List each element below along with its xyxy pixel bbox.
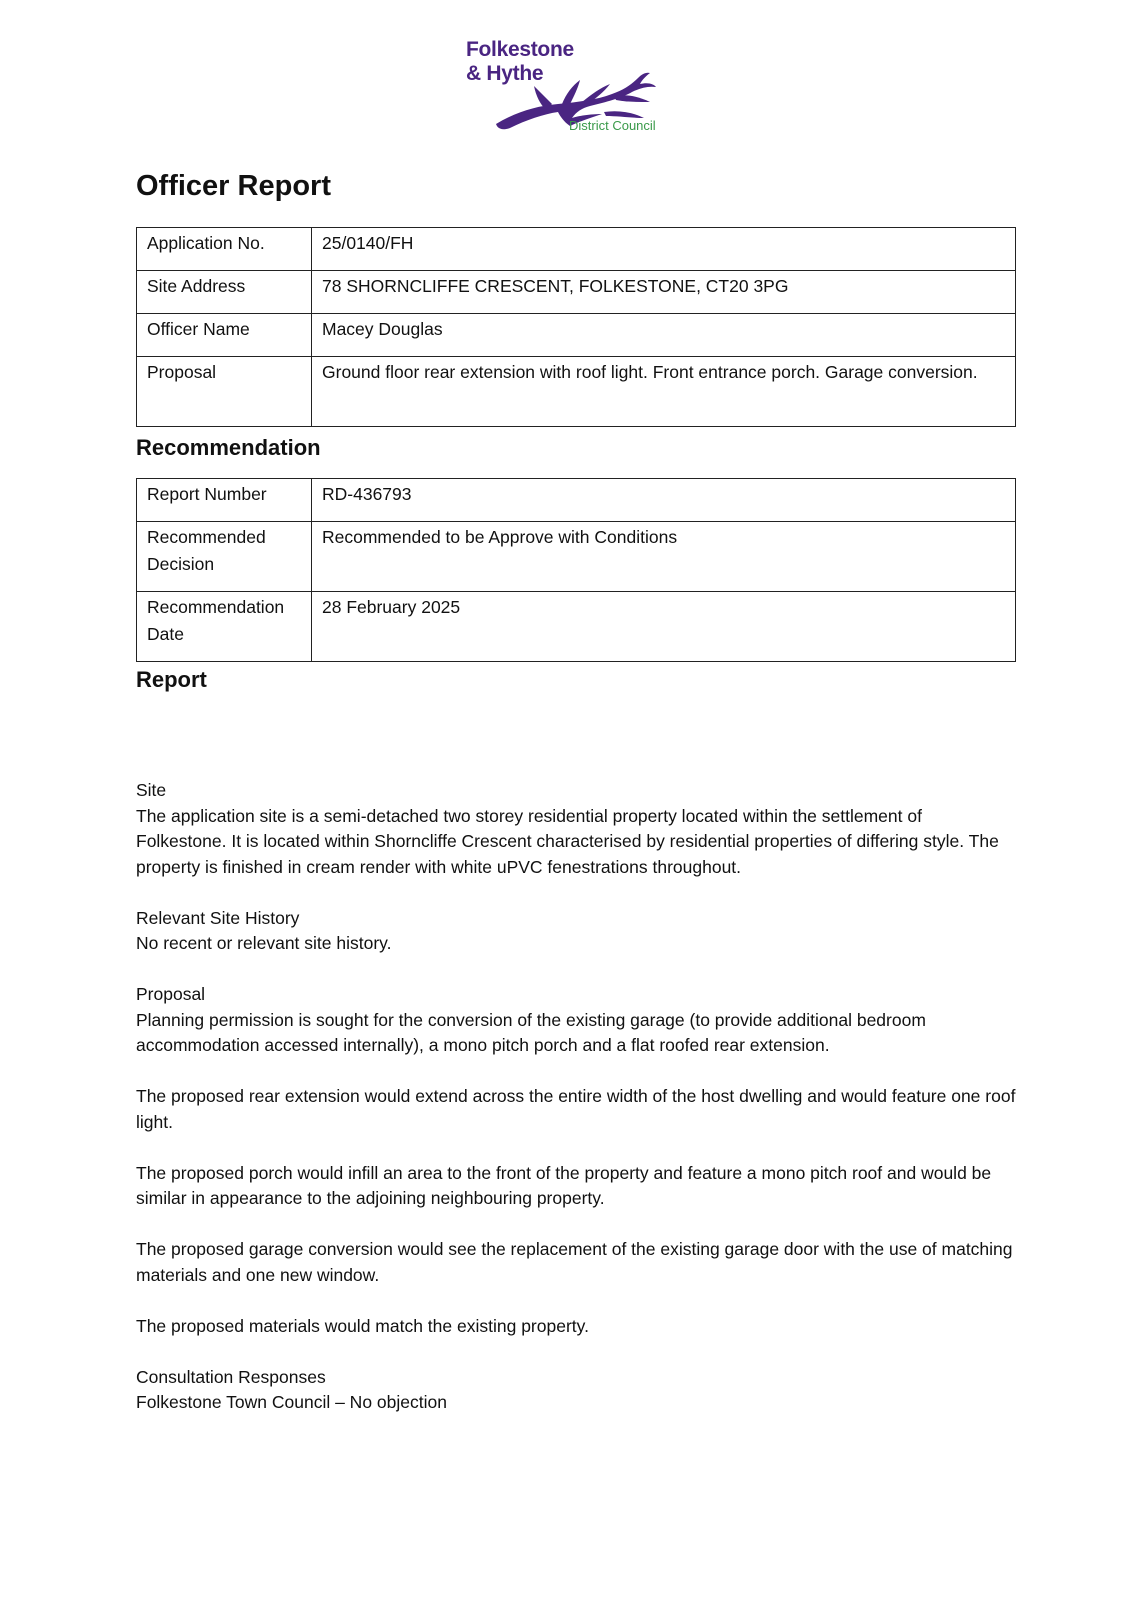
report-heading: Report xyxy=(136,667,207,692)
row-value: Ground floor rear extension with roof light. Front entrance porch. Garage conversion. xyxy=(312,357,1016,427)
row-value: 28 February 2025 xyxy=(312,592,1016,662)
materials-paragraph: The proposed materials would match the existing property. xyxy=(136,1315,589,1336)
proposal-heading: Proposal xyxy=(136,984,206,1004)
proposal-text: Planning permission is sought for the conversion of the existing garage (to provide additional bedroom accommodation accessed internally), a mono pitch porch and a flat roofed rear extension. xyxy=(136,1009,926,1055)
application-table xyxy=(136,227,1016,427)
table-row xyxy=(137,522,1016,592)
page-title: Officer Report xyxy=(136,170,331,202)
report-body xyxy=(136,778,1016,1441)
garage-paragraph: The proposed garage conversion would see the replacement of the existing garage door with the use of matching materials and one new window. xyxy=(136,1239,1013,1285)
row-label: Recommendation Date xyxy=(137,592,312,662)
row-value: Recommended to be Approve with Conditions xyxy=(312,522,1016,592)
row-value: Macey Douglas xyxy=(312,314,1016,357)
consultation-heading: Consultation Responses xyxy=(136,1366,326,1387)
row-value: RD-436793 xyxy=(312,479,1016,522)
table-row xyxy=(137,357,1016,427)
row-label: Site Address xyxy=(137,271,312,314)
table-row xyxy=(137,592,1016,662)
logo-line-1: Folkestone xyxy=(466,38,574,61)
recommendation-table xyxy=(136,478,1016,662)
row-label: Proposal xyxy=(137,357,312,427)
history-section xyxy=(136,906,1016,957)
council-logo xyxy=(466,38,666,138)
history-text: No recent or relevant site history. xyxy=(136,933,392,953)
logo-line-3: District Council xyxy=(569,118,656,133)
row-value: 78 SHORNCLIFFE CRESCENT, FOLKESTONE, CT20 3PG xyxy=(312,271,1016,314)
table-row xyxy=(137,271,1016,314)
row-label: Report Number xyxy=(137,479,312,522)
extension-paragraph: The proposed rear extension would extend across the entire width of the host dwelling and would feature one roof light. xyxy=(136,1086,1016,1132)
row-value: 25/0140/FH xyxy=(312,228,1016,271)
logo-line-2: & Hythe xyxy=(466,62,544,85)
row-label: Application No. xyxy=(137,228,312,271)
consultation-text: Folkestone Town Council – No objection xyxy=(136,1392,447,1412)
row-label: Officer Name xyxy=(137,314,312,357)
table-row xyxy=(137,479,1016,522)
site-section xyxy=(136,778,1016,880)
proposal-section xyxy=(136,982,1016,1059)
site-heading: Site xyxy=(136,780,167,800)
porch-paragraph: The proposed porch would infill an area to the front of the property and feature a mono pitch roof and would be similar in appearance to the adjoining neighbouring property. xyxy=(136,1162,992,1208)
site-text: The application site is a semi-detached two storey residential property located within the settlement of Folkestone. It is located within Shorncliffe Crescent characterised by residential properties of differing style. The property is finished in cream render with white uPVC fenestrations throughout. xyxy=(136,805,999,877)
consultation-section xyxy=(136,1365,1016,1416)
table-row xyxy=(137,314,1016,357)
recommendation-heading: Recommendation xyxy=(136,435,321,460)
table-row xyxy=(137,228,1016,271)
history-heading: Relevant Site History xyxy=(136,907,300,928)
row-label: Recommended Decision xyxy=(137,522,312,592)
